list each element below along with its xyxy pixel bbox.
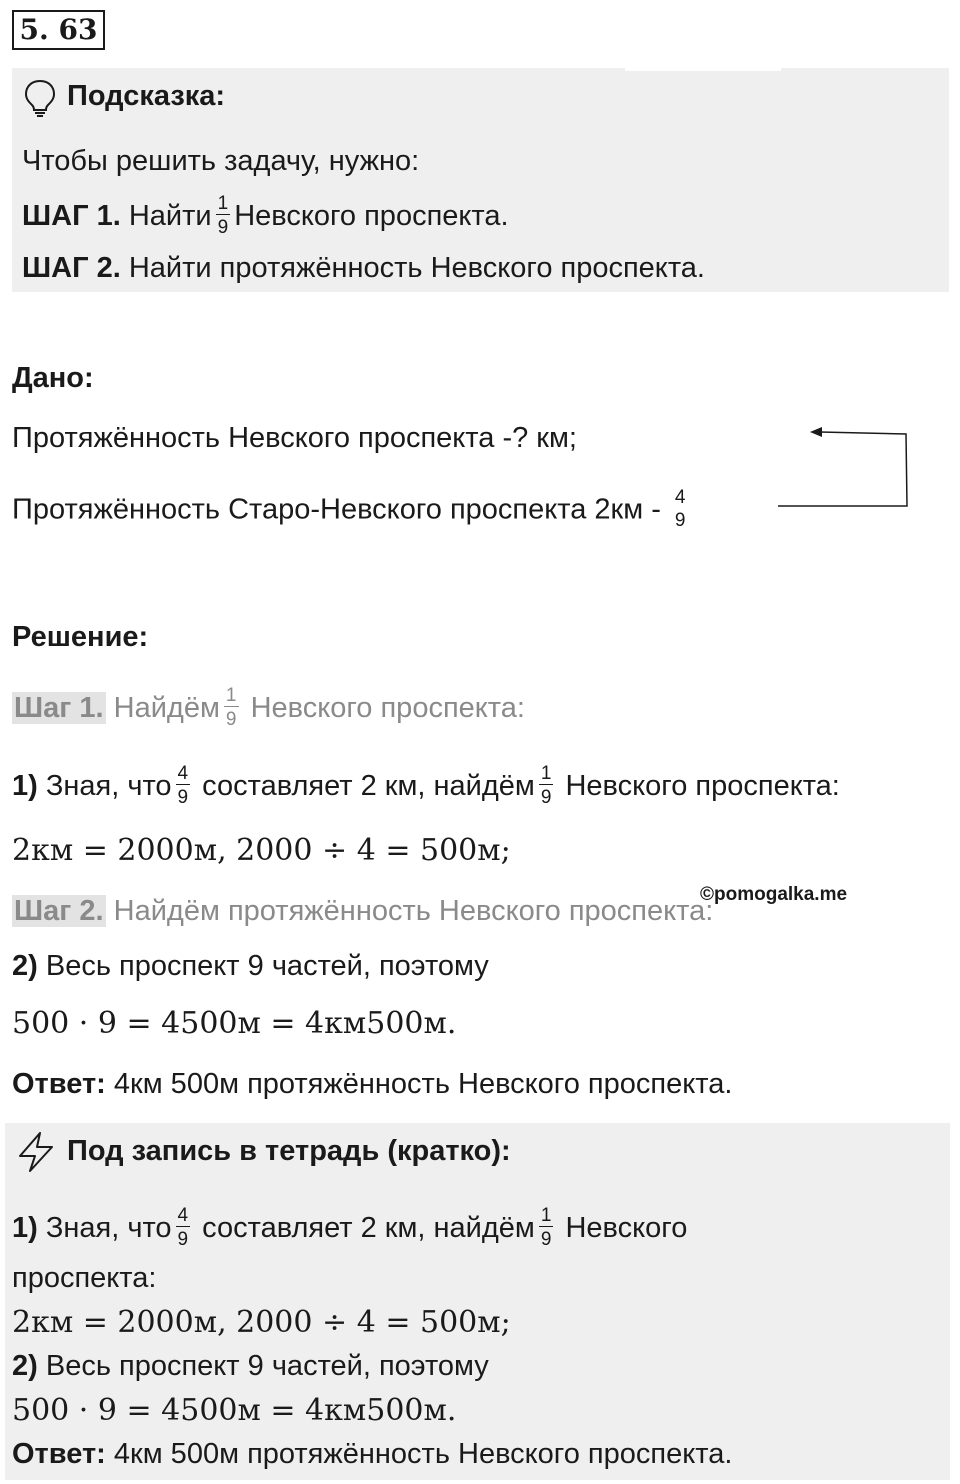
hint-box-notch [625,68,781,71]
lightning-icon [14,1130,58,1182]
fraction [216,194,231,237]
item-text: Невского [565,1212,688,1245]
solution-answer [12,1068,732,1101]
item-number: 1) [12,770,38,803]
notebook-answer [12,1438,732,1471]
answer-text: 4км 500м протяжённость Невского проспекта. [113,1068,733,1100]
fraction [539,764,554,807]
solution-item-2 [12,950,489,983]
item-number: 1) [12,1212,38,1245]
answer-label: Ответ: [12,1438,106,1470]
given-line-1: Протяжённость Невского проспекта -? км; [12,422,577,454]
fraction-denominator: 9 [177,787,189,808]
item-text: составляет 2 км, найдём [202,1212,535,1245]
solution-step-2-text: Найдём протяжённость Невского проспекта: [113,895,714,927]
solution-title: Решение: [12,621,149,653]
notebook-item-1-cont: проспекта: [12,1262,157,1294]
hint-title: Подсказка: [67,80,226,112]
given-line-2-text: Протяжённость Старо-Невского проспекта 2км - [12,493,661,526]
hint-intro: Чтобы решить задачу, нужно: [22,145,420,177]
fraction-numerator: 4 [674,487,686,508]
hint-step-1 [22,193,509,239]
watermark: ©pomogalka.me [700,884,848,905]
item-number: 2) [12,950,38,982]
item-text: Зная, что [45,770,172,803]
given-line-2 [12,487,691,532]
solution-calc-2: 500 · 9 = 4500м = 4км500м. [12,1006,457,1041]
notebook-calc-1: 2км = 2000м, 2000 ÷ 4 = 500м; [12,1305,511,1340]
answer-label: Ответ: [12,1068,106,1100]
solution-step-1-text-after: Невского проспекта: [250,692,525,725]
solution-step-2 [12,895,713,928]
fraction-denominator: 9 [177,1229,189,1250]
fraction-numerator: 1 [225,685,237,706]
hint-step-1-text-after: Невского проспекта. [234,200,509,233]
item-number: 2) [12,1350,38,1382]
given-title: Дано: [12,362,94,394]
lightbulb-icon [22,78,58,126]
fraction-numerator: 1 [217,193,229,214]
hint-step-1-label: ШАГ 1. [22,200,121,233]
fraction [673,488,688,530]
hint-step-1-text: Найти [128,200,212,233]
notebook-item-2 [12,1350,489,1383]
item-text: составляет 2 км, найдём [202,770,535,803]
fraction [176,764,191,807]
fraction-denominator: 9 [540,1229,552,1250]
notebook-item-1 [12,1205,688,1251]
notebook-calc-2: 500 · 9 = 4500м = 4км500м. [12,1393,457,1428]
fraction-numerator: 4 [177,763,189,784]
fraction-numerator: 1 [540,763,552,784]
task-number: 5. 63 [12,10,105,50]
hint-step-2-label: ШАГ 2. [22,252,121,284]
solution-step-2-label: Шаг 2. [14,895,104,927]
fraction [176,1206,191,1249]
hint-step-2-text: Найти протяжённость Невского проспекта. [128,252,705,284]
notebook-title: Под запись в тетрадь (кратко): [67,1135,511,1167]
solution-step-1 [12,685,525,731]
fraction-denominator: 9 [674,510,686,531]
solution-calc-1: 2км = 2000м, 2000 ÷ 4 = 500м; [12,833,511,868]
answer-text: 4км 500м протяжённость Невского проспекта. [113,1438,733,1470]
item-text: Невского проспекта: [565,770,840,803]
fraction [224,686,239,729]
relation-arrow [760,420,920,528]
fraction-denominator: 9 [217,217,229,238]
solution-item-1 [12,763,840,809]
fraction-denominator: 9 [225,709,237,730]
solution-step-1-text: Найдём [113,692,220,725]
item-text: Зная, что [45,1212,172,1245]
solution-step-1-label: Шаг 1. [14,692,104,725]
fraction-numerator: 1 [540,1205,552,1226]
fraction [539,1206,554,1249]
fraction-denominator: 9 [540,787,552,808]
item-text: Весь проспект 9 частей, поэтому [45,1350,489,1382]
item-text: Весь проспект 9 частей, поэтому [45,950,489,982]
fraction-numerator: 4 [177,1205,189,1226]
hint-step-2 [22,252,705,285]
